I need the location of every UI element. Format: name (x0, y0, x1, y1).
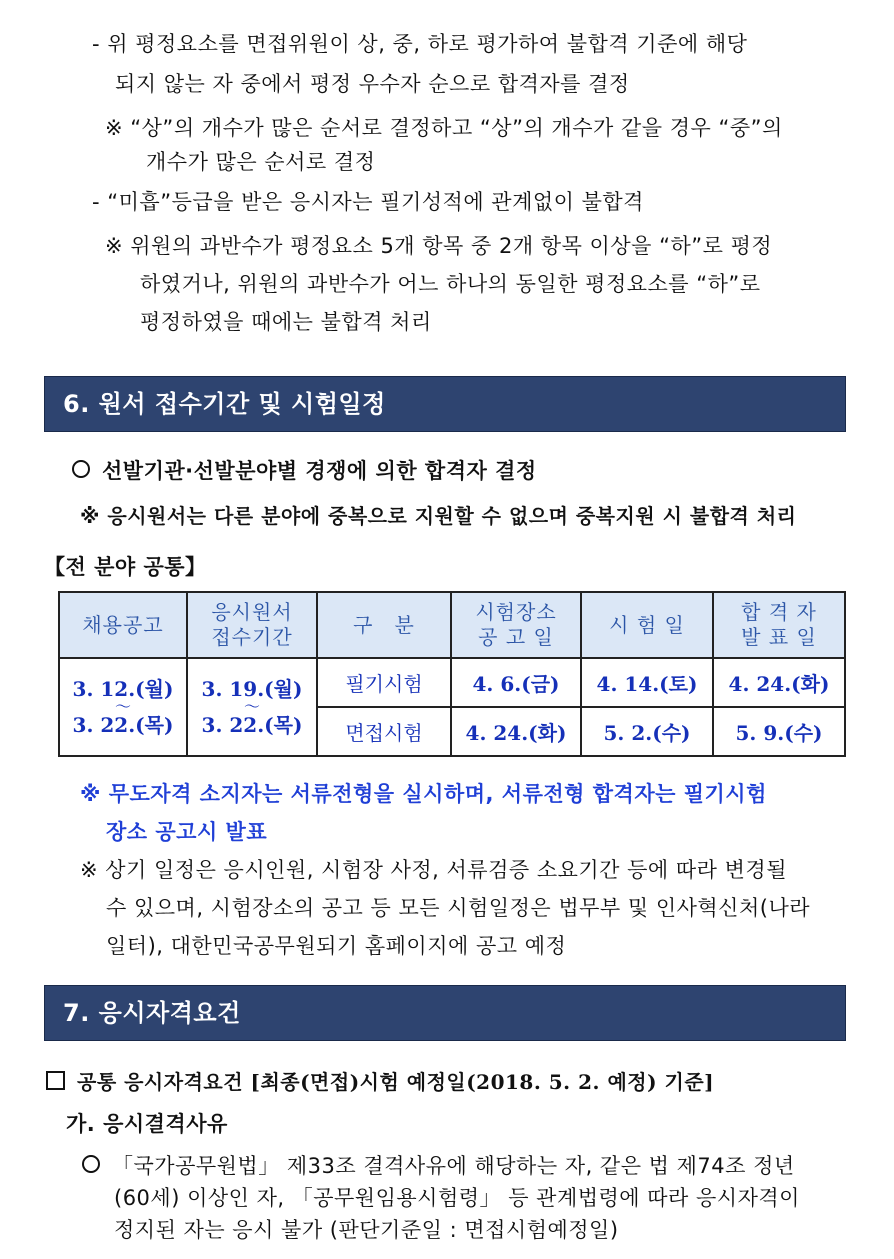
section-7-header: 7. 응시자격요건 (44, 985, 846, 1041)
kind-interview: 면접시험 (317, 707, 451, 756)
header-kind: 구 분 (317, 592, 451, 658)
intro-note-2c: 평정하였을 때에는 불합격 처리 (140, 310, 432, 334)
kind-written: 필기시험 (317, 658, 451, 707)
apply-end: 3. 22.(목) (201, 713, 303, 737)
header-date: 시 험 일 (581, 592, 713, 658)
announce-period (59, 658, 187, 756)
schedule-header-row (59, 592, 845, 658)
intro-note-1a: ※ “상”의 개수가 많은 순서로 결정하고 “상”의 개수가 같을 경우 “중”의 (105, 116, 783, 140)
section-6-note: ※ 응시원서는 다른 분야에 중복으로 지원할 수 없으며 중복지원 시 불합격 처리 (80, 504, 797, 528)
note-normal-a: ※ 상기 일정은 응시인원, 시험장 사정, 서류검증 소요기간 등에 따라 변경될 (80, 858, 787, 882)
apply-period (187, 658, 317, 756)
header-venue-line2: 공 고 일 (478, 625, 554, 649)
common-requirement-text: 공통 응시자격요건 [최종(면접)시험 예정일(2018. 5. 2. 예정) 기준] (77, 1070, 715, 1094)
intro-line-3: - “미흡”등급을 받은 응시자는 필기성적에 관계없이 불합격 (92, 190, 644, 214)
schedule-table (58, 591, 846, 757)
note-blue-a: ※ 무도자격 소지자는 서류전형을 실시하며, 서류전형 합격자는 필기시험 (80, 782, 767, 806)
intro-line-2: 되지 않는 자 중에서 평정 우수자 순으로 합격자를 결정 (115, 72, 630, 96)
header-venue-line1: 시험장소 (475, 600, 557, 624)
header-result-line2: 발 표 일 (741, 625, 817, 649)
note-normal-b: 수 있으며, 시험장소의 공고 등 모든 시험일정은 법무부 및 인사혁신처(나라 (106, 896, 811, 920)
section-6-bullet-text: 선발기관·선발분야별 경쟁에 의한 합격자 결정 (102, 459, 537, 483)
intro-note-2b: 하였거나, 위원의 과반수가 어느 하나의 동일한 평정요소를 “하”로 (140, 272, 761, 296)
disqualification-item (82, 1152, 795, 1180)
header-apply-line1: 응시원서 (211, 600, 293, 624)
section-6-header: 6. 원서 접수기간 및 시험일정 (44, 376, 846, 432)
header-announce: 채용공고 (59, 592, 187, 658)
disqualification-line-c: 정지된 자는 응시 불가 (판단기준일 : 면접시험예정일) (114, 1218, 619, 1242)
header-venue (451, 592, 581, 658)
note-blue-b: 장소 공고시 발표 (106, 820, 268, 844)
header-result-line1: 합 격 자 (741, 600, 817, 624)
disqualification-line-a: 「국가공무원법」 제33조 결격사유에 해당하는 자, 같은 법 제74조 정년 (112, 1154, 795, 1178)
schedule-row-written (59, 658, 845, 707)
header-result (713, 592, 845, 658)
result-written: 4. 24.(화) (713, 658, 845, 707)
common-requirement (46, 1068, 714, 1096)
sub-title-disqualification: 가. 응시결격사유 (66, 1112, 228, 1136)
apply-start: 3. 19.(월) (201, 677, 303, 701)
circle-bullet-icon (72, 460, 90, 478)
header-apply-line2: 접수기간 (211, 625, 293, 649)
date-written: 4. 14.(토) (581, 658, 713, 707)
circle-bullet-icon (82, 1155, 100, 1173)
announce-tilde: ～ (114, 697, 131, 716)
disqualification-line-b: (60세) 이상인 자, 「공무원임용시험령」 등 관계법령에 따라 응시자격이 (114, 1186, 800, 1210)
result-interview: 5. 9.(수) (713, 707, 845, 756)
common-label: 【전 분야 공통】 (44, 555, 207, 579)
note-normal-c: 일터), 대한민국공무원되기 홈페이지에 공고 예정 (106, 934, 567, 958)
intro-note-1b: 개수가 많은 순서로 결정 (146, 150, 376, 174)
date-interview: 5. 2.(수) (581, 707, 713, 756)
section-6-bullet (72, 457, 537, 485)
header-apply (187, 592, 317, 658)
announce-start: 3. 12.(월) (72, 677, 174, 701)
intro-note-2a: ※ 위원의 과반수가 평정요소 5개 항목 중 2개 항목 이상을 “하”로 평정 (105, 234, 773, 258)
venue-written: 4. 6.(금) (451, 658, 581, 707)
checkbox-square-icon (46, 1071, 65, 1090)
apply-tilde: ～ (243, 697, 260, 716)
venue-interview: 4. 24.(화) (451, 707, 581, 756)
announce-end: 3. 22.(목) (72, 713, 174, 737)
intro-line-1: - 위 평정요소를 면접위원이 상, 중, 하로 평가하여 불합격 기준에 해당 (92, 32, 748, 56)
